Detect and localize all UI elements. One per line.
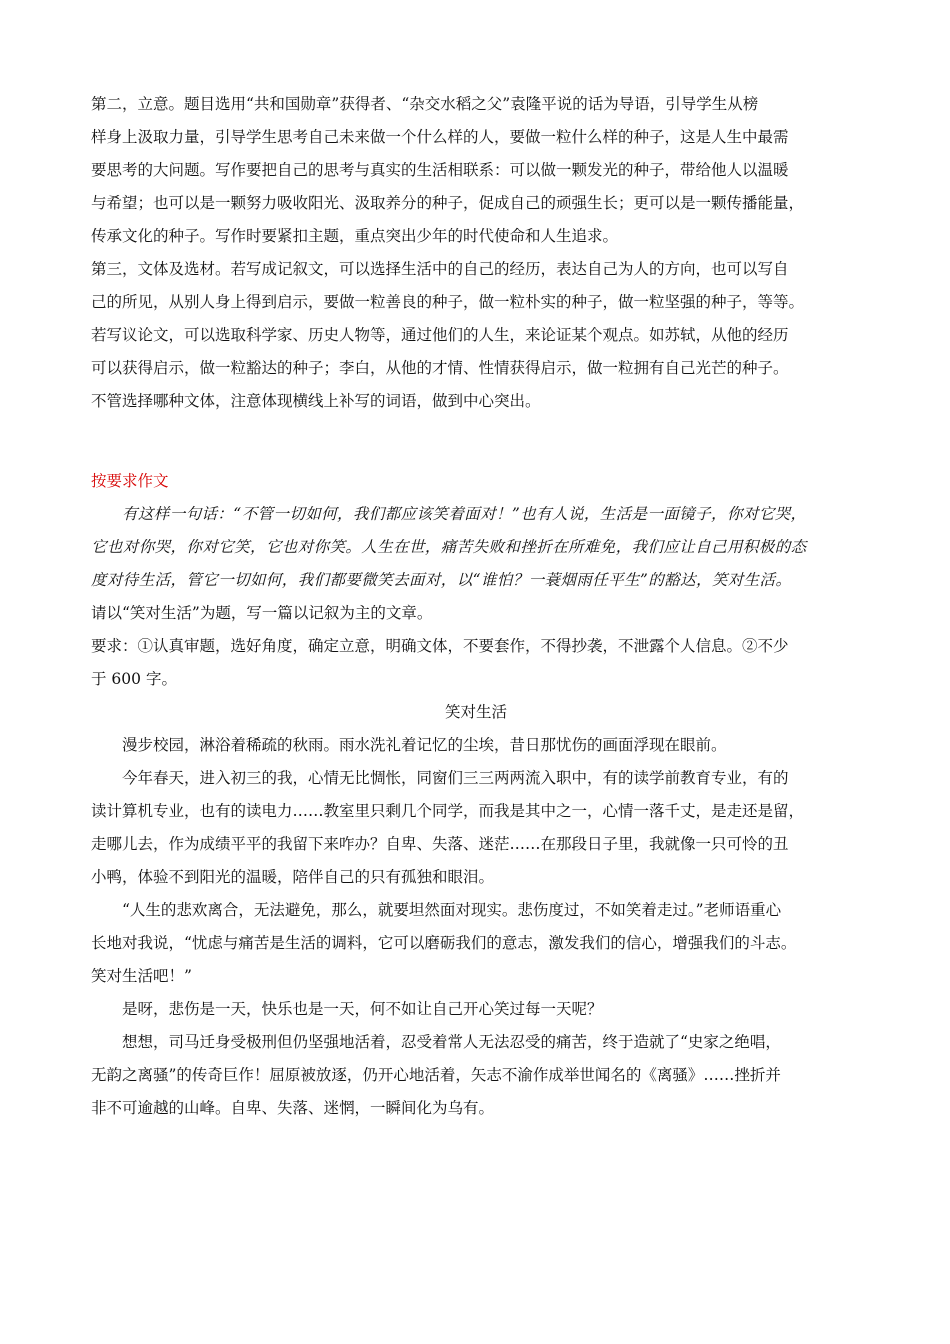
task-requirements — [91, 630, 861, 696]
section-spacer — [91, 418, 861, 465]
task-prompt — [91, 498, 861, 597]
text-line: 笑对生活吧！” — [91, 967, 192, 985]
text-line: 长地对我说，“忧虑与痛苦是生活的调料，它可以磨砺我们的意志，激发我们的信心，增强我们的斗志。 — [91, 934, 797, 952]
essay-paragraph-1: 漫步校园，淋浴着稀疏的秋雨。雨水洗礼着记忆的尘埃，昔日那忧伤的画面浮现在眼前。 — [122, 736, 727, 754]
genre-paragraph — [91, 253, 861, 418]
text-line: 要思考的大问题。写作要把自己的思考与真实的生活相联系：可以做一颗发光的种子，带给他人以温暖 — [91, 161, 789, 179]
text-line: 想想，司马迁身受极刑但仍坚强地活着，忍受着常人无法忍受的痛苦，终于造就了“史家之绝唱， — [122, 1033, 781, 1051]
requirement-line: 于 600 字。 — [91, 670, 177, 688]
text-line: 不管选择哪种文体，注意体现横线上补写的词语，做到中心突出。 — [91, 392, 541, 410]
text-line: 非不可逾越的山峰。自卑、失落、迷惘，一瞬间化为乌有。 — [91, 1099, 495, 1117]
prompt-line: 有这样一句话：“不管一切如何，我们都应该笑着面对！”也有人说，生活是一面镜子，你对它哭， — [122, 505, 807, 523]
prompt-line: 度对待生活，管它一切如何，我们都要微笑去面对，以“谁怕？一蓑烟雨任平生”的豁达，笑对生活。 — [91, 571, 792, 589]
task-heading: 按要求作文 — [91, 472, 169, 490]
essay-paragraph-5 — [91, 1026, 861, 1125]
text-line: 走哪儿去，作为成绩平平的我留下来咋办？自卑、失落、迷茫……在那段日子里，我就像一只可怜的丑 — [91, 835, 789, 853]
text-line: 无韵之离骚”的传奇巨作！屈原被放逐，仍开心地活着，矢志不渝作成举世闻名的《离骚》……挫折并 — [91, 1066, 781, 1084]
theme-paragraph — [91, 88, 861, 253]
text-line: “人生的悲欢离合，无法避免，那么，就要坦然面对现实。悲伤度过，不如笑着走过。”老师语重心 — [122, 901, 782, 919]
essay-paragraph-3 — [91, 894, 861, 993]
essay-paragraph-2 — [91, 762, 861, 894]
text-line: 第三，文体及选材。若写成记叙文，可以选择生活中的自己的经历，表达自己为人的方向，也可以写自 — [91, 260, 789, 278]
text-line: 若写议论文，可以选取科学家、历史人物等，通过他们的人生，来论证某个观点。如苏轼，从他的经历 — [91, 326, 789, 344]
text-line: 与希望；也可以是一颗努力吸收阳光、汲取养分的种子，促成自己的顽强生长；更可以是一颗传播能量， — [91, 194, 805, 212]
essay-title: 笑对生活 — [444, 703, 507, 721]
prompt-line: 它也对你哭，你对它笑，它也对你笑。人生在世，痛苦失败和挫折在所难免，我们应让自己用积极的态 — [91, 538, 807, 556]
text-line: 己的所见，从别人身上得到启示，要做一粒善良的种子，做一粒朴实的种子，做一粒坚强的种子，等等。 — [91, 293, 805, 311]
text-line: 传承文化的种子。写作时要紧扣主题，重点突出少年的时代使命和人生追求。 — [91, 227, 619, 245]
text-line: 小鸭，体验不到阳光的温暖，陪伴自己的只有孤独和眼泪。 — [91, 868, 495, 886]
requirement-line: 要求：①认真审题，选好角度，确定立意，明确文体，不要套作，不得抄袭，不泄露个人信息。②不少 — [91, 637, 789, 655]
document-page — [91, 88, 861, 1125]
text-line: 可以获得启示，做一粒豁达的种子；李白，从他的才情、性情获得启示，做一粒拥有自己光芒的种子。 — [91, 359, 789, 377]
task-instruction: 请以“笑对生活”为题，写一篇以记叙为主的文章。 — [91, 604, 433, 622]
text-line: 样身上汲取力量，引导学生思考自己未来做一个什么样的人，要做一粒什么样的种子，这是人生中最需 — [91, 128, 789, 146]
text-line: 第二，立意。题目选用“共和国勋章”获得者、“杂交水稻之父”袁隆平说的话为导语，引导学生从榜 — [91, 95, 759, 113]
essay-paragraph-4: 是呀，悲伤是一天，快乐也是一天，何不如让自己开心笑过每一天呢？ — [122, 1000, 603, 1018]
text-line: 今年春天，进入初三的我，心情无比惆怅，同窗们三三两两流入职中，有的读学前教育专业，有的 — [122, 769, 789, 787]
text-line: 读计算机专业，也有的读电力……教室里只剩几个同学，而我是其中之一，心情一落千丈，是走还是留， — [91, 802, 805, 820]
